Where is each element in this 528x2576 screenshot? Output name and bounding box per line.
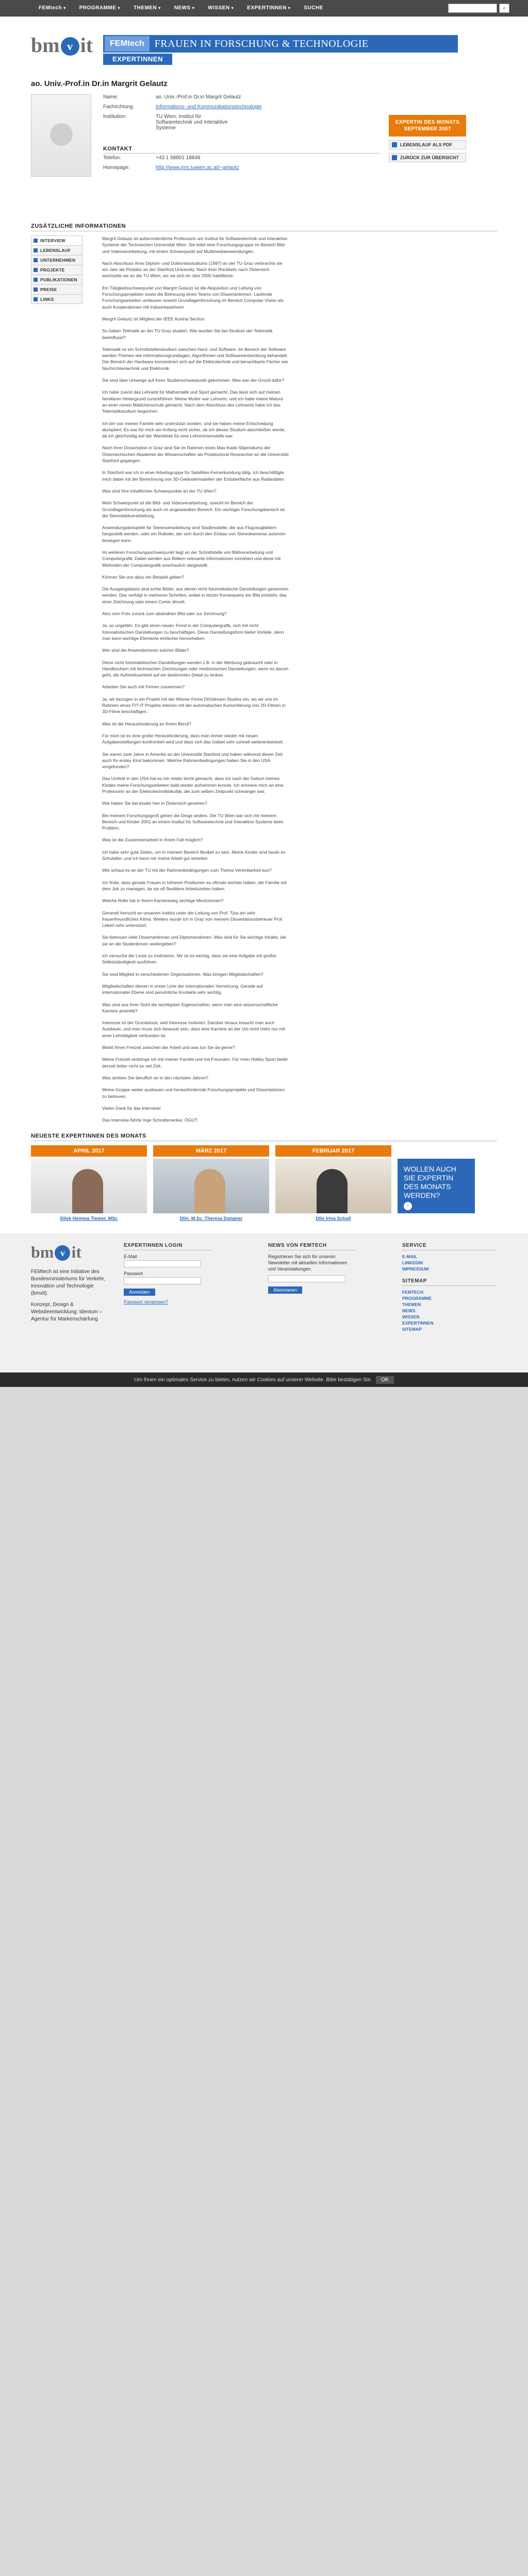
expert-card[interactable]	[153, 1145, 269, 1221]
square-bullet-icon	[34, 239, 38, 243]
nav-item-wissen[interactable]	[208, 5, 234, 11]
nav-item-femtech[interactable]	[39, 5, 66, 11]
interview-paragraph: Können Sie uns dazu ein Beispiel geben?	[102, 574, 185, 580]
interview-paragraph: Telematik ist ein Schnittstellenstudium zwischen Hard- und Software. Im Bereich der Software werden Themen wie Informationsgrundlagen, Algorithmen und Softwareentwicklung behandelt. Der Bereich der Hardware konzentriert sich auf die Elektrotechnik und benachbarte Fächer wie Nachrichtentechnik und Elektronik.	[102, 346, 288, 371]
expert-cards	[31, 1145, 497, 1221]
kontakt-table	[103, 155, 382, 175]
tab-unternehmen[interactable]	[31, 255, 82, 265]
logo-text-left: bm	[31, 1243, 54, 1262]
square-bullet-icon	[392, 155, 397, 160]
interview-paragraph: Also vom Foto zurück zum abstrakten Bild oder zur Zeichnung?	[102, 611, 227, 617]
sitemap-link[interactable]: NEWS	[402, 1308, 416, 1314]
nav-item-label: PROGRAMME	[79, 5, 117, 11]
info-row	[103, 165, 382, 171]
interview-paragraph: Bei meinem Forschungsgroß gehen die Dinge anders. Die TU Wien war sich mit meinem Bereich und Kinder 2001 an einem Institut für Softwaretechnik und Interaktive Systeme beim Problem.	[102, 812, 284, 831]
interview-paragraph: Interesse ist der Grundstock, weil Interesse motiviert. Darüber hinaus braucht man auch Ausdauer, und man muss sich bewusst sein, dass eine Karriere an der Uni nicht mehr nur mit einer Lehrtätigkeit verbunden ist.	[102, 1020, 285, 1038]
tab-preise[interactable]	[31, 284, 82, 294]
tab-lebenslauf[interactable]	[31, 245, 82, 255]
square-bullet-icon	[34, 278, 38, 282]
interview-paragraph: Mitgliedschaften dienen in erster Linie der internationalen Vernetzung. Gerade auf internationaler Ebene sind persönliche Kontakte sehr wichtig.	[102, 983, 263, 995]
header-title-bar	[103, 35, 458, 53]
tab-label: PUBLIKATIONEN	[40, 277, 77, 282]
interview-paragraph: Ich finde, dass gerade Frauen in höheren Positionen es oftmals leichter haben, die Familie mit dem Job zu managen, da sie oft flexiblere Arbeitszeiten haben.	[102, 879, 287, 891]
interview-paragraph: Sie sind Mitglied in verschiedenen Organisationen. Was bringen Mitgliedschaften?	[102, 971, 263, 977]
interview-paragraph: Was streben Sie beruflich an in den nächsten Jahren?	[102, 1075, 209, 1080]
interview-paragraph: Was sind aus Ihrer Sicht die wichtigsten Eigenschaften, wenn man eine wissenschaftliche Karriere anstrebt?	[102, 1002, 278, 1013]
card-month: MÄRZ 2017	[153, 1145, 269, 1157]
interview-paragraph: Ein Tätigkeitsschwerpunkt von Margrit Gelautz ist die Akquisition und Leitung von Forschungsprojekten sowie die Betreuung eines Teams von Dissertantinnen. Laufende Forschungsarbeiten umfassen sowohl Grundlagenforschung im Bereich Computer Vision als auch Kooperationen mit Industriepartnern.	[102, 285, 284, 310]
sidelink-label: ZURÜCK ZUR ÜBERSICHT	[400, 155, 459, 160]
additional-info-section	[0, 223, 528, 1129]
interview-paragraph: Sie waren zwei Jahre in Amerika an der Universität Stanford und haben während dieser Zeit auch Ihr erstes Kind bekommen. Welche Rahmenbedingungen haben Sie in den USA vorgefunden?	[102, 751, 283, 770]
interview-paragraph: So haben Teilmatik an der TU Graz studiert. Wie wurden Sie bei Studium der Telematik beeinflusst?	[102, 328, 273, 340]
interview-paragraph: Ja, so ungefähr. Es gibt einen neuen Trend in der Computergrafik, sich mit nicht fotorealistischen Darstellungen zu beschäftigen. Diese Darstellungsform bietet Vorteile, denn man kann wichtige Elemente einfacher hervorheben.	[102, 623, 284, 641]
interview-paragraph: In Stanford war ich in einer Arbeitsgruppe für Satelliten-Fernerkundung tätig. Ich beschäftigte mich dabei mit der Berechnung von 3D-Geländemodellen der Erdoberfläche aus Radardaten.	[102, 470, 286, 482]
interview-paragraph: Für mich ist es eine große Herausforderung, dass man immer wieder mit neuen Aufgabenstellungen konfrontiert wird und dass sich das Gebiet sehr schnell weiterentwickelt.	[102, 733, 284, 745]
interview-paragraph: Was ist die Zusammenarbeit in Ihrem Fall möglich?	[102, 837, 203, 843]
footer-heading: EXPERTINNEN LOGIN	[124, 1243, 211, 1250]
square-bullet-icon	[34, 287, 38, 292]
square-bullet-icon	[34, 258, 38, 262]
sitemap-link[interactable]: SITEMAP	[402, 1327, 422, 1332]
interview-paragraph: Nach Abschluss ihres Diplom- und Doktoratsstudiums (1997) an der TU Graz verbrachte sie ein Jahr als Postdoc an der Stanford University. Nach ihrer Rückkehr nach Österreich wechselte sie an die TU Wien, wo sie sich im Jahr 2005 habilitierte.	[102, 260, 283, 279]
fachrichtung-link[interactable]: Informations- und Kommunikationstechnologie	[156, 104, 262, 110]
interview-content	[82, 235, 289, 1129]
sitemap-link[interactable]: PROGRAMME	[402, 1296, 432, 1301]
login-button[interactable]: Anmelden	[124, 1289, 155, 1296]
interview-paragraph: Nach Ihrer Dissertation in Graz sind Sie im Rahmen eines Max-Kade-Stipendiums der Österreichischen Akademie der Wissenschaften als Postdoctoral Researcher an die Universität Stanford gegangen.	[102, 445, 289, 464]
chevron-down-icon: ▾	[288, 6, 291, 10]
logo-ring: v	[61, 37, 79, 56]
info-row	[103, 155, 382, 161]
logo-text-right: it	[80, 33, 93, 57]
tab-interview[interactable]	[31, 235, 82, 245]
interview-paragraph: Arbeiten Sie auch mit Firmen zusammen?	[102, 684, 185, 690]
expert-card[interactable]	[275, 1145, 391, 1221]
tab-publikationen[interactable]	[31, 275, 82, 284]
footer-credits: Konzept, Design & Websiteentwicklung: Identum – Agentur für Markenschärfung	[31, 1302, 103, 1323]
tab-label: LINKS	[40, 296, 54, 302]
sitemap-link[interactable]: EXPERTINNEN	[402, 1320, 434, 1326]
nav-item-suche[interactable]	[304, 5, 323, 11]
interview-paragraph: Mein Schwerpunkt ist die Bild- und Videoverarbeitung, sowohl im Bereich der Grundlagenforschung als auch im angewandten Bereich. Ein wichtiger Forschungsbereich ist die Stereobildverarbeitung.	[102, 500, 285, 518]
interview-paragraph: Anwendungsbeispiele für Stereoverarbeitung sind Stadtmodelle, die aus Flugzeugbildern hergestellt werden, oder ein Roboter, der sich durch den Einbau von Stereokameras autonom bewegen kann.	[102, 525, 286, 543]
newsletter-email-field[interactable]	[268, 1275, 345, 1282]
nav-item-label: SUCHE	[304, 5, 323, 11]
femtech-label[interactable]: FEMtech	[105, 36, 150, 52]
zurueck-link[interactable]	[389, 153, 466, 162]
footer-bmvit-logo[interactable]	[31, 1243, 81, 1262]
top-navigation	[0, 0, 528, 16]
profile-section	[0, 77, 528, 223]
sitemap-link[interactable]: THEMEN	[402, 1302, 421, 1308]
square-bullet-icon	[34, 297, 38, 301]
arrow-right-icon: ›	[404, 1202, 412, 1210]
interview-paragraph: Sie sind über Umwege auf Ihren Studienschwerpunkt gekommen. Was war der Grund dafür?	[102, 378, 285, 383]
interview-paragraph: Wie haben Sie bei kinder hier in Österreich gesehen?	[102, 801, 207, 806]
search-input[interactable]	[448, 4, 497, 13]
password-field[interactable]	[124, 1277, 201, 1284]
latest-experts-section	[0, 1129, 528, 1221]
logo-text-left: bm	[31, 33, 60, 57]
header-title: FRAUEN IN FORSCHUNG & TECHNOLOGIE	[154, 38, 369, 49]
interview-paragraph: Wie schaut es an der TU mit der Rahmenbedingungen zum Thema Vereinbarkeit aus?	[102, 868, 272, 873]
service-link[interactable]: LINKEDIN	[402, 1260, 423, 1266]
search-icon[interactable]: ⌕	[499, 4, 509, 13]
footer-description: FEMtech ist eine Initiative des Bundesministeriums für Verkehr, Innovation und Technologie (bmvit).	[31, 1269, 105, 1297]
site-footer	[0, 1233, 528, 1372]
profile-sidebox	[389, 115, 466, 162]
section-heading: ZUSÄTZLICHE INFORMATIONEN	[31, 223, 497, 231]
interview-paragraph: Was sind Ihre inhaltlichen Schwerpunkte an der TU Wien?	[102, 488, 217, 494]
interview-paragraph: Meine Gruppe weiter ausbauen und herausfordernde Forschungsprojekte und Dissertationen zu betreuen.	[102, 1087, 285, 1099]
nav-item-label: EXPERTINNEN	[247, 5, 287, 11]
bmvit-logo[interactable]	[31, 33, 93, 57]
service-link[interactable]: E-MAIL	[402, 1254, 418, 1260]
profile-top	[31, 94, 497, 223]
interview-paragraph: Bleibt Ihnen Freizeit zwischen der Arbeit und was tun Sie da gerne?	[102, 1045, 235, 1050]
interview-paragraph: Sie betreuen viele Dissertantinnen und Diplomandinnen. Was sind für Sie wichtige Inhalte, die sie an die Studentinnen weitergeben?	[102, 935, 287, 946]
info-label: Fachrichtung	[103, 104, 133, 110]
footer-heading: NEWS VON FEMTECH	[268, 1243, 356, 1250]
square-bullet-icon	[392, 142, 397, 147]
card-month: APRIL 2017	[31, 1145, 147, 1157]
tab-projekte[interactable]	[31, 265, 82, 275]
info-value: TU Wien, Institut für Softwaretechnik und Interaktive Systeme	[156, 114, 228, 131]
footer-heading: SERVICE	[402, 1243, 497, 1250]
cookie-banner	[0, 1372, 528, 1387]
phone-value: +43 1 58801 18849	[156, 155, 201, 161]
interview-paragraph: Wer sind die Anwenderinnen solcher Bilder?	[102, 648, 189, 653]
interview-paragraph: Vielen Dank für das Interview!	[102, 1105, 161, 1111]
square-bullet-icon	[34, 248, 38, 252]
logo-text-right: it	[71, 1243, 81, 1262]
tab-links[interactable]	[31, 294, 82, 304]
email-label: E-Mail	[124, 1254, 137, 1260]
homepage-link[interactable]: http://www.ims.tuwien.ac.at/~gelautz	[156, 165, 239, 171]
nav-item-news[interactable]	[174, 5, 195, 11]
expert-photo[interactable]	[275, 1159, 391, 1213]
info-row	[103, 114, 387, 131]
sidelink-label: LEBENSLAUF ALS PDF	[400, 142, 453, 147]
info-label: Telefon:	[103, 155, 122, 161]
sitemap-link[interactable]: FEMTECH	[402, 1290, 424, 1295]
sitemap-link[interactable]: WISSEN	[402, 1314, 420, 1320]
interview-paragraph: Welche Rolle hat in Ihrem Karriereweg wichtige Mentorinnen?	[102, 898, 224, 904]
interview-paragraph: Generell herrscht an unserem Institut unter der Leitung von Prof. Tjoa ein sehr frauenfreundliches Klima. Weiters wurde ich in Graz von meinem Dissertationsbetreuer Prof. Leberl sehr unterstützt.	[102, 910, 284, 928]
lebenslauf-pdf-link[interactable]	[389, 140, 466, 149]
card-month: FEBRUAR 2017	[275, 1145, 391, 1157]
footer-text	[31, 1268, 108, 1327]
interview-paragraph: Im weiteren Forschungsschwerpunkt liegt an der Schnittstelle von Bildverarbeitung und Computergrafik. Dabei werden aus Bildern relevante Informationen extrahiert und diese mit Methoden der Computergrafik anschaulich dargestellt.	[102, 549, 281, 568]
tab-label: PREISE	[40, 287, 57, 292]
expertin-des-monats-badge: EXPERTIN DES MONATS SEPTEMBER 2007	[389, 115, 466, 137]
expert-card[interactable]	[31, 1145, 147, 1221]
profile-photo	[31, 94, 91, 177]
become-expert-cta[interactable]	[398, 1159, 475, 1213]
interview-paragraph: Die Ausgangsbasis sind echte Bilder, aus denen nicht fotorealistische Darstellungen gewonnen werden. Das verfolgt in mehreren Schritten, wobei in letzter Konsequenz ein Bild entsteht, das einer Zeichnung oder einem Comic ähnelt.	[102, 586, 289, 604]
expert-name-link[interactable]: Dilek Hemma Tiemer, MSc	[60, 1216, 118, 1222]
nav-item-label: WISSEN	[208, 5, 230, 11]
interview-paragraph: Was ist die Herausforderung an Ihrem Beruf?	[102, 721, 191, 726]
chevron-down-icon: ▾	[63, 6, 66, 10]
avatar-icon	[50, 123, 73, 146]
tab-label: INTERVIEW	[40, 238, 65, 243]
email-field[interactable]	[124, 1260, 201, 1267]
additional-info-body	[31, 235, 497, 1129]
expert-photo[interactable]	[31, 1159, 147, 1213]
nav-item-label: NEWS	[174, 5, 191, 11]
tab-label: PROJEKTE	[40, 267, 65, 273]
nav-item-label: FEMtech	[39, 5, 62, 11]
nav-item-label: THEMEN	[133, 5, 157, 11]
interview-paragraph: Ja, wir bezogen in ein Projekt mit der Wiener Firma DIGIdream Studios ein, wo wir uns im Rahmen eines FIT-IT Projekts intensiv mit der automatischen Konvertierung von 2D-Filmen in 3D-Filme beschäftigen.	[102, 696, 286, 715]
kontakt-heading: KONTAKT	[103, 146, 380, 154]
nav-item-expertinnen[interactable]	[247, 5, 290, 11]
interview-paragraph: Ich bin von meiner Familie sehr unterstützt worden, und sie haben meine Entscheidung akzeptiert. Es war für mich am Anfang nicht sicher, ob ich dieses Studium abschließen werde, da ich gleichzeitig auf der Warteliste für eine Lehrerinnenstelle war.	[102, 420, 286, 439]
nav-item-programme[interactable]	[79, 5, 120, 11]
newsletter-text: Registrieren Sie sich für unseren Newsletter mit aktuellen Informationen und Veranstaltungen.	[268, 1254, 348, 1272]
chevron-down-icon: ▾	[118, 6, 120, 10]
footer-login	[124, 1243, 211, 1305]
profile-info-table	[103, 94, 387, 135]
expert-photo[interactable]	[153, 1159, 269, 1213]
chevron-down-icon: ▾	[192, 6, 195, 10]
nav-item-themen[interactable]	[134, 5, 161, 11]
cookie-text: Um Ihnen ein optimales Service zu bieten, nutzen wir Cookies auf unserer Website. Bitte bestätigen Sie.	[134, 1377, 372, 1383]
footer-service	[402, 1243, 497, 1332]
site-header	[0, 16, 528, 77]
interview-paragraph: Diese nicht fotorealistischen Darstellungen werden z.B. in der Werbung gebraucht oder in Handbüchern mit technischen Zeichnungen oder medizinischen Darstellungen, wenn es darum geht, die Aufmerksamkeit auf ein bestimmtes Detail zu lenken.	[102, 659, 289, 678]
footer-heading: SITEMAP	[402, 1278, 497, 1286]
tab-label: LEBENSLAUF	[40, 248, 71, 253]
tab-label: UNTERNEHMEN	[40, 258, 76, 263]
cta-text: WOLLEN AUCH SIE EXPERTIN DES MONATS WERDEN?	[404, 1165, 456, 1200]
interview-paragraph: Ich habe sehr gute Zeiten, um in meinem Bereich flexibel zu sein. Meine Kinder sind heute im Schulalter, und ich kann mir meine Arbeit gut einteilen.	[102, 849, 286, 861]
interview-paragraph: Das Umfeld in den USA hat es mir relativ leicht gemacht, dass ich nach der Geburt meines Kindes meine Forschungsarbeiten bald wieder aufnehmen konnte. Ich erinnere mich an eine Professorin an der Elektrotechnikfakultät, die zum selben Zeitpunkt schwanger war.	[102, 776, 284, 794]
password-label: Passwort	[124, 1271, 143, 1277]
expert-name-link[interactable]: DIin Irina Scholl	[316, 1216, 351, 1222]
chevron-down-icon: ▾	[231, 6, 234, 10]
square-bullet-icon	[34, 268, 38, 272]
header-subtitle: EXPERTINNEN	[103, 54, 172, 65]
logo-ring: v	[55, 1245, 70, 1261]
info-row	[103, 104, 387, 110]
info-label: Homepage:	[103, 165, 130, 171]
info-label: Institution:	[103, 114, 127, 120]
subscribe-button[interactable]: Abonnieren	[268, 1286, 302, 1294]
page-title: ao. Univ.-Prof.in Dr.in Margrit Gelautz	[31, 79, 168, 88]
info-label: Name:	[103, 94, 119, 100]
forgot-password-link[interactable]: Passwort vergessen?	[124, 1299, 169, 1305]
interview-paragraph: Ich habe zuerst das Lehramt für Mathematik und Sport gemacht. Das lässt sich auf meinen familiären Hintergrund zurückführen. Meine Mutter war Lehrerin, und ich habe meine Matura an einer reinen Mädchenschule gemacht. Nach dem Abschluss des Lehramts habe ich das Telematikstudium begonnen.	[102, 389, 283, 414]
cookie-ok-button[interactable]: OK	[376, 1376, 393, 1384]
info-value: ao. Univ.-Prof.in Dr.in Margrit Gelautz	[156, 94, 241, 100]
interview-paragraph: Ich versuche die Leute zu motivieren. Mir ist es wichtig, dass sie eine Aufgabe mit großer Selbstständigkeit ausführen.	[102, 953, 277, 965]
footer-news	[268, 1243, 356, 1294]
info-row	[103, 94, 387, 100]
interview-paragraph: Das Interview führte Inge Schrattenecker, ÖGUT.	[102, 1117, 199, 1123]
interview-paragraph: Meine Freizeit verbringe ich mit meiner Familie und mit Freunden. Für mein Hobby Sport bleibt derzeit leider nicht so viel Zeit.	[102, 1057, 288, 1069]
expert-name-link[interactable]: DIin. M.Sc. Theresa Dangner	[179, 1216, 243, 1222]
interview-paragraph: Margrit Gelautz ist Mitglied der IEEE Austria Section.	[102, 316, 206, 321]
interview-paragraph: Margrit Gelautz ist außerordentliche Professorin am Institut für Softwaretechnik und Interaktive Systeme der Technischen Universität Wien. Sie leitet eine Forschungsgruppe im Bereich Bild- und Videoverarbeitung, mit einem Schwerpunkt auf Multimediaanwendungen.	[102, 236, 288, 254]
chevron-down-icon: ▾	[158, 6, 161, 10]
info-tab-nav	[31, 235, 82, 1129]
section-heading: NEUESTE EXPERTINNEN DES MONATS	[31, 1133, 497, 1141]
service-link[interactable]: IMPRESSUM	[402, 1266, 429, 1272]
